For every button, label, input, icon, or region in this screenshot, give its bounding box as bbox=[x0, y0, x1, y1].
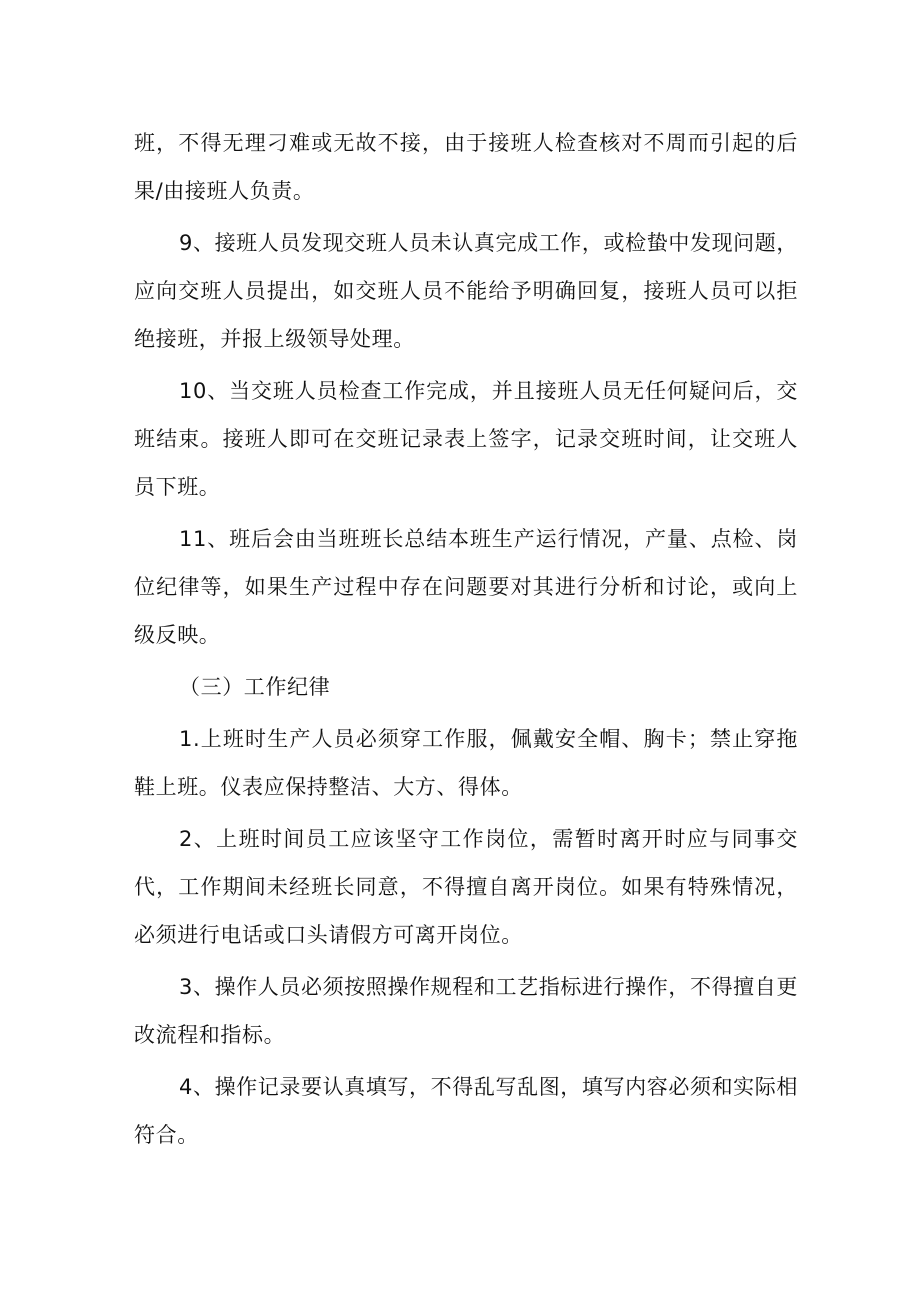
rule-item-3: 3、操作人员必须按照操作规程和工艺指标进行操作，不得擅自更改流程和指标。 bbox=[134, 975, 798, 1047]
paragraph-item-10: 10、当交班人员检查工作完成，并且接班人员无任何疑问后，交班结束。接班人即可在交班记录表上签字，记录交班时间，让交班人员下班。 bbox=[134, 379, 798, 499]
rule-item-4: 4、操作记录要认真填写，不得乱写乱图，填写内容必须和实际相符合。 bbox=[134, 1075, 798, 1147]
paragraph-item-11: 11、班后会由当班班长总结本班生产运行情况，产量、点检、岗位纪律等，如果生产过程中存在问题要对其进行分析和讨论，或向上级反映。 bbox=[134, 527, 798, 647]
paragraph-item-9: 9、接班人员发现交班人员未认真完成工作，或检蛰中发现问题，应向交班人员提出，如交班人员不能给予明确回复，接班人员可以拒绝接班，并报上级领导处理。 bbox=[134, 231, 798, 351]
rule-item-1: 1.上班时生产人员必须穿工作服，佩戴安全帽、胸卡；禁止穿拖鞋上班。仪表应保持整洁、大方、得体。 bbox=[134, 727, 798, 799]
section-heading: （三）工作纪律 bbox=[179, 675, 331, 699]
paragraph-continuation: 班，不得无理刁难或无故不接，由于接班人检查核对不周而引起的后果/由接班人负责。 bbox=[134, 131, 798, 203]
rule-item-2: 2、上班时间员工应该坚守工作岗位，需暂时离开时应与同事交代，工作期间未经班长同意，不得擅自离开岗位。如果有特殊情况，必须进行电话或口头请假方可离开岗位。 bbox=[134, 827, 798, 947]
